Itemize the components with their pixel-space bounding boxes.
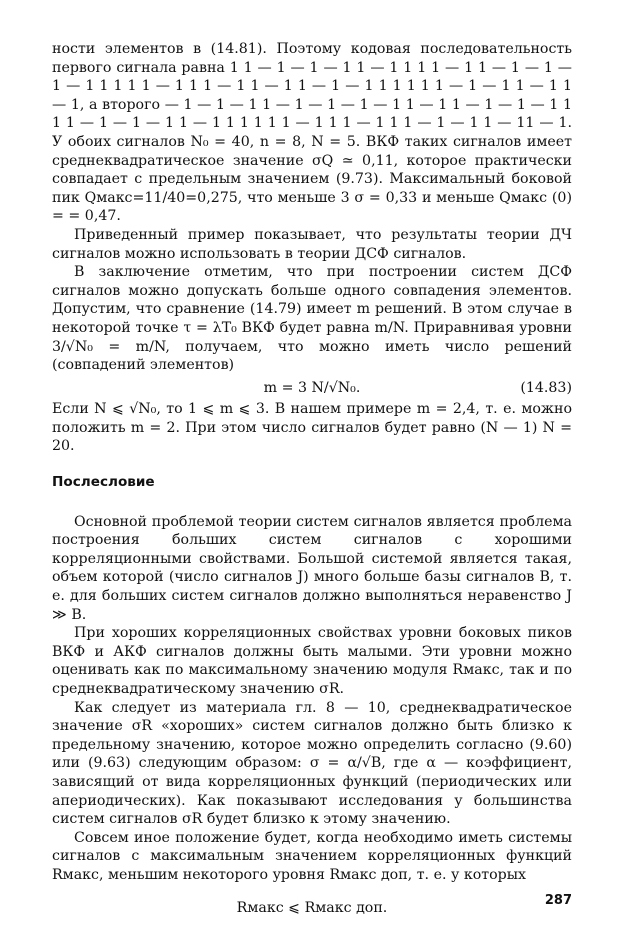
paragraph-max-correlation: Совсем иное положение будет, когда необходимо иметь системы сигналов с максимальным значением корреляционных функций Rмакс, меньшим некоторого уровня Rмакс доп, т. е. у которых [52, 829, 572, 883]
paragraph-continued: ности элементов в (14.81). Поэтому кодовая последовательность первого сигнала равна 1 1 — 1 — 1 — 1 1 — 1 1 1 1 — 1 1 — 1 — 1 — 1 — 1 1 1 1 1 — 1 1 1 — 1 1 — 1 1 — 1 — 1 1 1 1 1 1 — 1 — 1 1 — 1 1 — 1, а второго — 1 — 1 — 1 1 — 1 — 1 — 1 — 1 1 — 1 1 — 1 — 1 — 1 1 1 1 — 1 — 1 — 1 1 — 1 1 1 1 1 1 — 1 1 1 — 1 1 1 — 1 — 1 1 — 11 — 1. У обоих сигналов N₀ = 40, n = 8, N = 5. ВКФ таких сигналов имеет среднеквадратическое значение σQ ≃ 0,11, которое практически совпадает с предельным значением (9.73). Максимальный боковой пик Qмакс=11/40=0,275, что меньше 3 σ = 0,33 и меньше Qмакс (0) = = 0,47. [52, 41, 572, 225]
paragraph-solution-count: Если N ⩽ √N₀, то 1 ⩽ m ⩽ 3. В нашем примере m = 2,4, т. е. можно положить m = 2. При этом число сигналов будет равно (N — 1) N = 20. [52, 401, 572, 455]
page-text [52, 40, 572, 917]
paragraph-rms-value: Как следует из материала гл. 8 — 10, среднеквадратическое значение σR «хороших» систем сигналов должно быть близко к предельному значению, которое можно определить согласно (9.60) или (9.63) следующим образом: σ = α/√B, где α — коэффициент, зависящий от вида корреляционных функций (периодических или апериодических). Как показывают исследования у большинства систем сигналов σR будет близко к этому значению. [52, 699, 572, 828]
formula-rmax-inequality [52, 899, 572, 918]
formula-rmax-expression: Rмакс ⩽ Rмакс доп. [236, 899, 388, 916]
paragraph-example-conclusion: Приведенный пример показывает, что результаты теории ДЧ сигналов можно использовать в теории ДСФ сигналов. [52, 226, 572, 262]
formula-14-83 [52, 379, 572, 398]
section-heading: Послесловие [52, 474, 155, 491]
formula-14-83-expression: m = 3 N/√N₀. [263, 379, 361, 396]
paragraph-sidelobe-levels: При хороших корреляционных свойствах уровни боковых пиков ВКФ и АКФ сигналов должны быть малыми. Эти уровни можно оценивать как по максимальному значению модуля Rмакс, так и по среднеквадратическому значению σR. [52, 625, 572, 697]
paragraph-multiple-coincidences: В заключение отметим, что при построении систем ДСФ сигналов можно допускать больше одного совпадения элементов. Допустим, что сравнение (14.79) имеет m решений. В этом случае в некоторой точке τ = λT₀ ВКФ будет равна m/N. Приравнивая уровни 3/√N₀ = m/N, получаем, что можно иметь число решений (совпадений элементов) [52, 264, 572, 374]
page-number: 287 [544, 893, 572, 908]
paragraph-main-problem: Основной проблемой теории систем сигналов является проблема построения больших систем сигналов с хорошими корреляционными свойствами. Большой системой является такая, объем которой (число сигналов J) много больше базы сигналов B, т. е. для больших систем сигналов должно выполняться неравенство J ≫ B. [52, 513, 572, 623]
equation-number: (14.83) [520, 379, 572, 396]
